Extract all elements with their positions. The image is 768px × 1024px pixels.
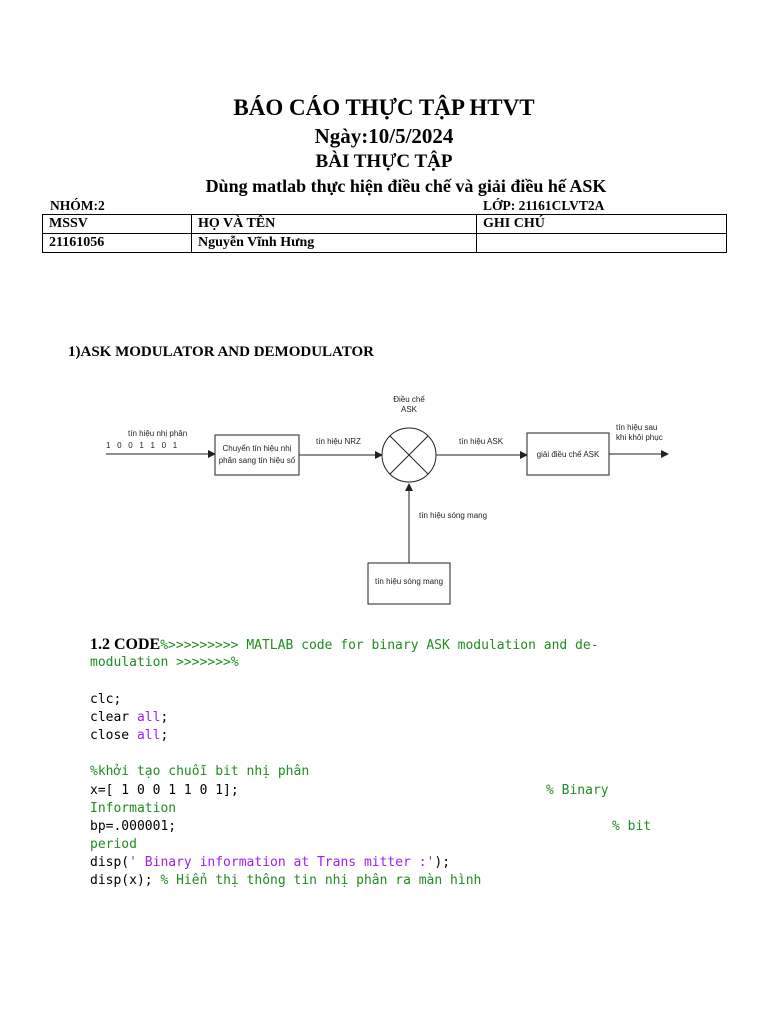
report-topic: Dùng matlab thực hiện điều chế và giải điều hế ASK bbox=[205, 176, 607, 196]
convert-box bbox=[215, 435, 299, 475]
table-header-row bbox=[43, 215, 727, 234]
code-line-clc: clc; bbox=[90, 691, 122, 707]
code-keyword: clear bbox=[90, 709, 137, 725]
code-comment: %khởi tạo chuỗi bit nhị phân bbox=[90, 764, 310, 780]
code-line bbox=[90, 636, 650, 654]
cell-mssv: 21161056 bbox=[43, 234, 192, 253]
demod-box-label: giải điều chế ASK bbox=[536, 450, 600, 459]
code-comment: %>>>>>>>>> MATLAB code for binary ASK modulation and de- bbox=[160, 638, 599, 653]
code-argument: all bbox=[136, 709, 161, 725]
class-label: LỚP: 21161CLVT2A bbox=[483, 198, 605, 213]
code-line-close bbox=[90, 727, 650, 745]
code-blank-line bbox=[90, 745, 650, 763]
mixer-icon bbox=[382, 428, 436, 482]
code-punct: ; bbox=[160, 727, 169, 743]
code-statement: x=[ 1 0 0 1 1 0 1]; bbox=[90, 782, 239, 798]
code-statement: bp=.000001; bbox=[90, 818, 177, 834]
code-string: ' Binary information at Trans mitter :' bbox=[129, 855, 435, 871]
ask-label: tín hiệu ASK bbox=[459, 437, 504, 446]
code-comment: period bbox=[90, 837, 137, 853]
code-comment: modulation >>>>>>>% bbox=[90, 655, 239, 671]
report-subtitle: BÀI THỰC TẬP bbox=[315, 151, 453, 172]
code-punct: ; bbox=[160, 709, 169, 725]
code-line-clear bbox=[90, 709, 650, 727]
code-line-disp1 bbox=[90, 854, 650, 872]
code-line-x bbox=[90, 782, 650, 800]
code-section-label: 1.2 CODE bbox=[90, 636, 161, 653]
code-comment: % Hiển thị thông tin nhị phân ra màn hình bbox=[160, 873, 482, 889]
code-listing bbox=[90, 636, 650, 891]
input-signal-label: tín hiệu nhị phân bbox=[128, 429, 188, 438]
code-comment: Information bbox=[90, 800, 177, 816]
code-blank-line bbox=[90, 672, 650, 690]
code-line-disp2 bbox=[90, 872, 650, 890]
carrier-label: tín hiệu sóng mang bbox=[419, 511, 488, 520]
code-statement: disp( bbox=[90, 855, 130, 871]
section-title: 1)ASK MODULATOR AND DEMODULATOR bbox=[68, 344, 374, 360]
code-statement: disp(x); bbox=[90, 873, 161, 889]
header-cell-name: HỌ VÀ TÊN bbox=[192, 215, 477, 234]
header-cell-note: GHI CHÚ bbox=[477, 215, 727, 234]
cell-note bbox=[477, 234, 727, 253]
code-argument: all bbox=[136, 727, 161, 743]
report-title: BÁO CÁO THỰC TẬP HTVT bbox=[233, 95, 535, 120]
report-date: Ngày:10/5/2024 bbox=[314, 124, 454, 148]
code-keyword: close bbox=[90, 727, 137, 743]
mixer-label-line1: Điều chế bbox=[393, 395, 425, 404]
mixer-label-line2: ASK bbox=[400, 405, 418, 414]
student-info-table bbox=[42, 214, 727, 253]
code-comment: % Binary bbox=[546, 782, 609, 798]
header-cell-mssv: MSSV bbox=[43, 215, 192, 234]
code-comment: % bit bbox=[612, 818, 652, 834]
output-label-line1: tín hiệu sau bbox=[616, 423, 658, 432]
table-row bbox=[43, 234, 727, 253]
ask-block-diagram bbox=[0, 380, 768, 610]
group-label: NHÓM:2 bbox=[50, 198, 105, 213]
convert-box-line2: phân sang tín hiệu số bbox=[218, 456, 296, 465]
input-bits: 1 0 0 1 1 0 1 bbox=[106, 441, 178, 450]
nrz-label: tín hiệu NRZ bbox=[316, 437, 361, 446]
carrier-box-label: tín hiệu sóng mang bbox=[374, 577, 444, 586]
cell-name: Nguyễn Vĩnh Hưng bbox=[192, 234, 477, 253]
code-line-bp bbox=[90, 818, 650, 836]
convert-box-line1: Chuyển tín hiệu nhị bbox=[222, 444, 292, 453]
code-punct: ); bbox=[434, 855, 451, 871]
output-label-line2: khi khôi phục bbox=[616, 433, 663, 442]
